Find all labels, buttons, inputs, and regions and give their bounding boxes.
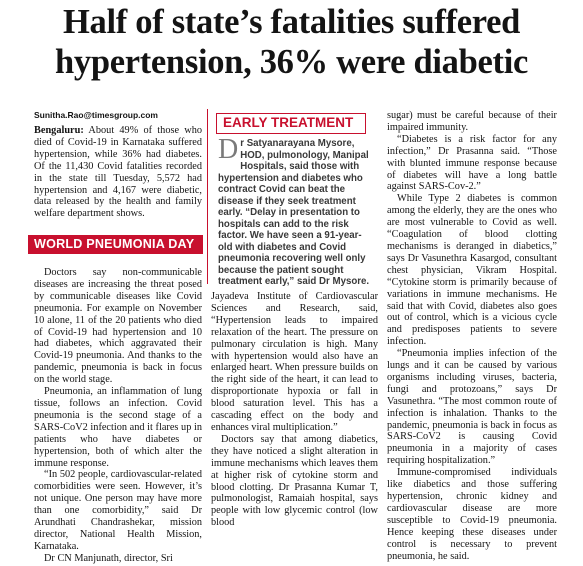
paragraph: Doctors say non-communicable diseases are increasing the threat posed by communicable diseases like Covid pneumonia. For example on November 10 alone, 11 of the 20 patients who died of Covid-19 had hypertension and 10 had diabetes, which aggravated their Covid-19 pneumonia. And thanks to the pandemic, pneumonia is back in focus on the world stage. — [34, 267, 202, 386]
headline-line-2: hypertension, 36% were diabetic — [54, 43, 529, 81]
paragraph: Pneumonia, an inflammation of lung tissue, follows an infection. Covid pneumonia is the second stage of a SARS-CoV2 infection and it flares up in patients who have diabetes or hypertension, both of which alter the immune response. — [34, 386, 202, 469]
lead-text: About 49% of those who died of Covid-19 in Karnataka suffered hypertension, while 36% had diabetes. Of the 11,430 Covid fatalities recorded in the state till Tuesday, 5,572 had hypertension and 4,167 were diabetic, data released by the health and family welfare department shows. — [34, 125, 202, 220]
article-column-3 — [387, 110, 557, 562]
early-treatment-sidebar — [207, 109, 379, 287]
paragraph: Dr CN Manjunath, director, Sri — [44, 552, 173, 564]
paragraph: Immune-compromised individuals like diabetics and those suffering hypertension, chronic kidney and cardiovascular disease are more susceptible to Covid-19 pneumonia. Hence keeping these diseases under control is necessary to prevent pneumonia, he said. — [387, 467, 557, 562]
paragraph: Jayadeva Institute of Cardiovascular Sciences and Research, said, “Hypertension leads to impaired relaxation of the heart. The pressure on pulmonary circulation is high. Many with hypertension would also have an enlarged heart. When pressure builds on the right side of the heart, it can lead to disproportionate hypoxia or fall in blood saturation level. This has a cascading effect on the body and enhances viral multiplication.” — [211, 291, 378, 433]
sidebar-text: r Satyanarayana Mysore, HOD, pulmonology, Manipal Hospitals, said those with hypertension and diabetes who contract Covid can beat the disease if they seek treatment early. “Delay in presentation to hospitals can add to the risk factor. We have seen a 91-year-old with diabetes and Covid pneumonia recovering well only because the patient sought treatment early,” said Dr Mysore. — [218, 138, 370, 287]
lead-paragraph — [34, 125, 202, 220]
article-column-2 — [211, 291, 378, 529]
paragraph: Doctors say that among diabetics, they have noticed a slight alteration in immune mechanisms which leaves them at higher risk of cytokine storm and blood clotting. Dr Prasanna Kumar T, pulmonologist, Ramaiah hospital, says people with low glycemic control (low blood — [211, 433, 378, 529]
headline-line-1: Half of state’s fatalities suffered — [62, 3, 521, 41]
section-tag: WORLD PNEUMONIA DAY — [28, 235, 203, 254]
sidebar-heading: EARLY TREATMENT — [216, 113, 366, 134]
headline — [0, 2, 583, 82]
article-lead — [34, 125, 202, 220]
article-column-1 — [34, 267, 202, 565]
dateline: Bengaluru: — [34, 125, 84, 136]
paragraph: While Type 2 diabetes is common among the elderly, they are the ones who are most vulnerable to Covid as well. “Coagulation of blood clotting mechanisms is deranged in diabetics,” says Dr Vasunethra Kasargod, consultant chest physician, Vikram Hospital. “Cytokine storm is primarily because of variations in immune mechanisms. He said that with Covid, diabetes also goes out of control, which is a vicious cycle and predisposes patients to severe infection. — [387, 193, 557, 348]
drop-cap: D — [218, 134, 239, 165]
paragraph: “Diabetes is a risk factor for any infection,” Dr Prasanna said. “Those with blunted immune response because of diabetes will have a long battle against SARS-Cov-2.” — [387, 133, 557, 193]
paragraph: “In 502 people, cardiovascular-related comorbidities were seen. However, it’s not unique. One person may have more than one comorbidity,” said Dr Arundhati Chandrashekar, mission director, National Health Mission, Karnataka. — [34, 469, 202, 552]
paragraph: sugar) must be careful because of their impaired immunity. — [387, 110, 557, 133]
sidebar-body — [218, 134, 376, 288]
paragraph: “Pneumonia implies infection of the lungs and it can be caused by various organisms including viruses, bacteria, fungi and protozoans,” says Dr Vasunethra. “The most common route of infection is inhalation. Thanks to the pandemic, pneumonia is back in focus as SARS-CoV2 is causing Covid pneumonia in a majority of cases requiring hospitalization.” — [387, 348, 557, 467]
byline[interactable]: Sunitha.Rao@timesgroup.com — [34, 110, 158, 120]
